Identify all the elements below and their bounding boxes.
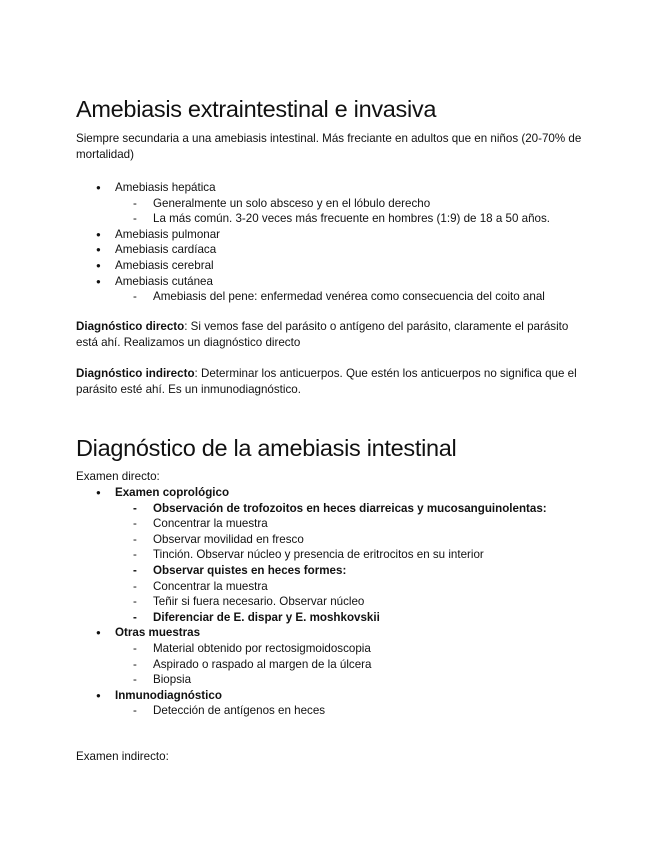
list-item: ● Otras muestras [76,625,616,641]
diagnostico-indirecto-paragraph [76,366,586,398]
sub-list-item: - Tinción. Observar núcleo y presencia de eritrocitos en su interior [76,547,616,563]
sub-list-item: - Concentrar la muestra [76,579,616,595]
sub-list-item: - Diferenciar de E. dispar y E. moshkovskii [76,610,616,626]
sub-list-item: - Amebiasis del pene: enfermedad venérea como consecuencia del coito anal [76,289,616,305]
sub-list-item: - Observación de trofozoitos en heces diarreicas y mucosanguinolentas: [76,501,616,517]
intro-paragraph: Siempre secundaria a una amebiasis intestinal. Más freciante en adultos que en niños (20-70% de mortalidad) [76,132,582,161]
sub-list-item: - Aspirado o raspado al margen de la úlcera [76,657,616,673]
list-item: ● Amebiasis pulmonar [76,227,616,243]
extraintestinal-list [76,180,616,305]
sub-list-item: - Material obtenido por rectosigmoidoscopia [76,641,616,657]
sub-list-item: - La más común. 3-20 veces más frecuente en hombres (1:9) de 18 a 50 años. [76,211,616,227]
sub-list-item: - Observar quistes en heces formes: [76,563,616,579]
sub-list-item: - Concentrar la muestra [76,516,616,532]
examen-directo-label: Examen directo: [76,470,160,483]
list-item: ● Amebiasis hepática [76,180,616,196]
list-item: ● Amebiasis cerebral [76,258,616,274]
section-title-diagnostico: Diagnóstico de la amebiasis intestinal [76,435,457,461]
diagnostico-directo-paragraph [76,319,586,351]
diagnostico-directo-text: : Si vemos fase del parásito o antígeno del parásito, claramente el parásito está ahí. Realizamos un diagnóstico directo [76,320,569,349]
sub-list-item: - Biopsia [76,672,616,688]
diagnostico-indirecto-term: Diagnóstico indirecto [76,367,195,380]
diagnostico-list [76,485,616,719]
sub-list-item: - Generalmente un solo absceso y en el lóbulo derecho [76,196,616,212]
sub-list-item: - Teñir si fuera necesario. Observar núcleo [76,594,616,610]
list-item: ● Amebiasis cutánea [76,274,616,290]
sub-list-item: - Detección de antígenos en heces [76,703,616,719]
diagnostico-directo-term: Diagnóstico directo [76,320,185,333]
list-item: ● Inmunodiagnóstico [76,688,616,704]
sub-list-item: - Observar movilidad en fresco [76,532,616,548]
list-item: ● Examen coprológico [76,485,616,501]
list-item: ● Amebiasis cardíaca [76,242,616,258]
examen-indirecto-label: Examen indirecto: [76,750,169,763]
section-title-extraintestinal: Amebiasis extraintestinal e invasiva [76,96,437,122]
diagnostico-indirecto-text: : Determinar los anticuerpos. Que estén los anticuerpos no significa que el parásito esté ahí. Es un inmunodiagnóstico. [76,367,577,396]
